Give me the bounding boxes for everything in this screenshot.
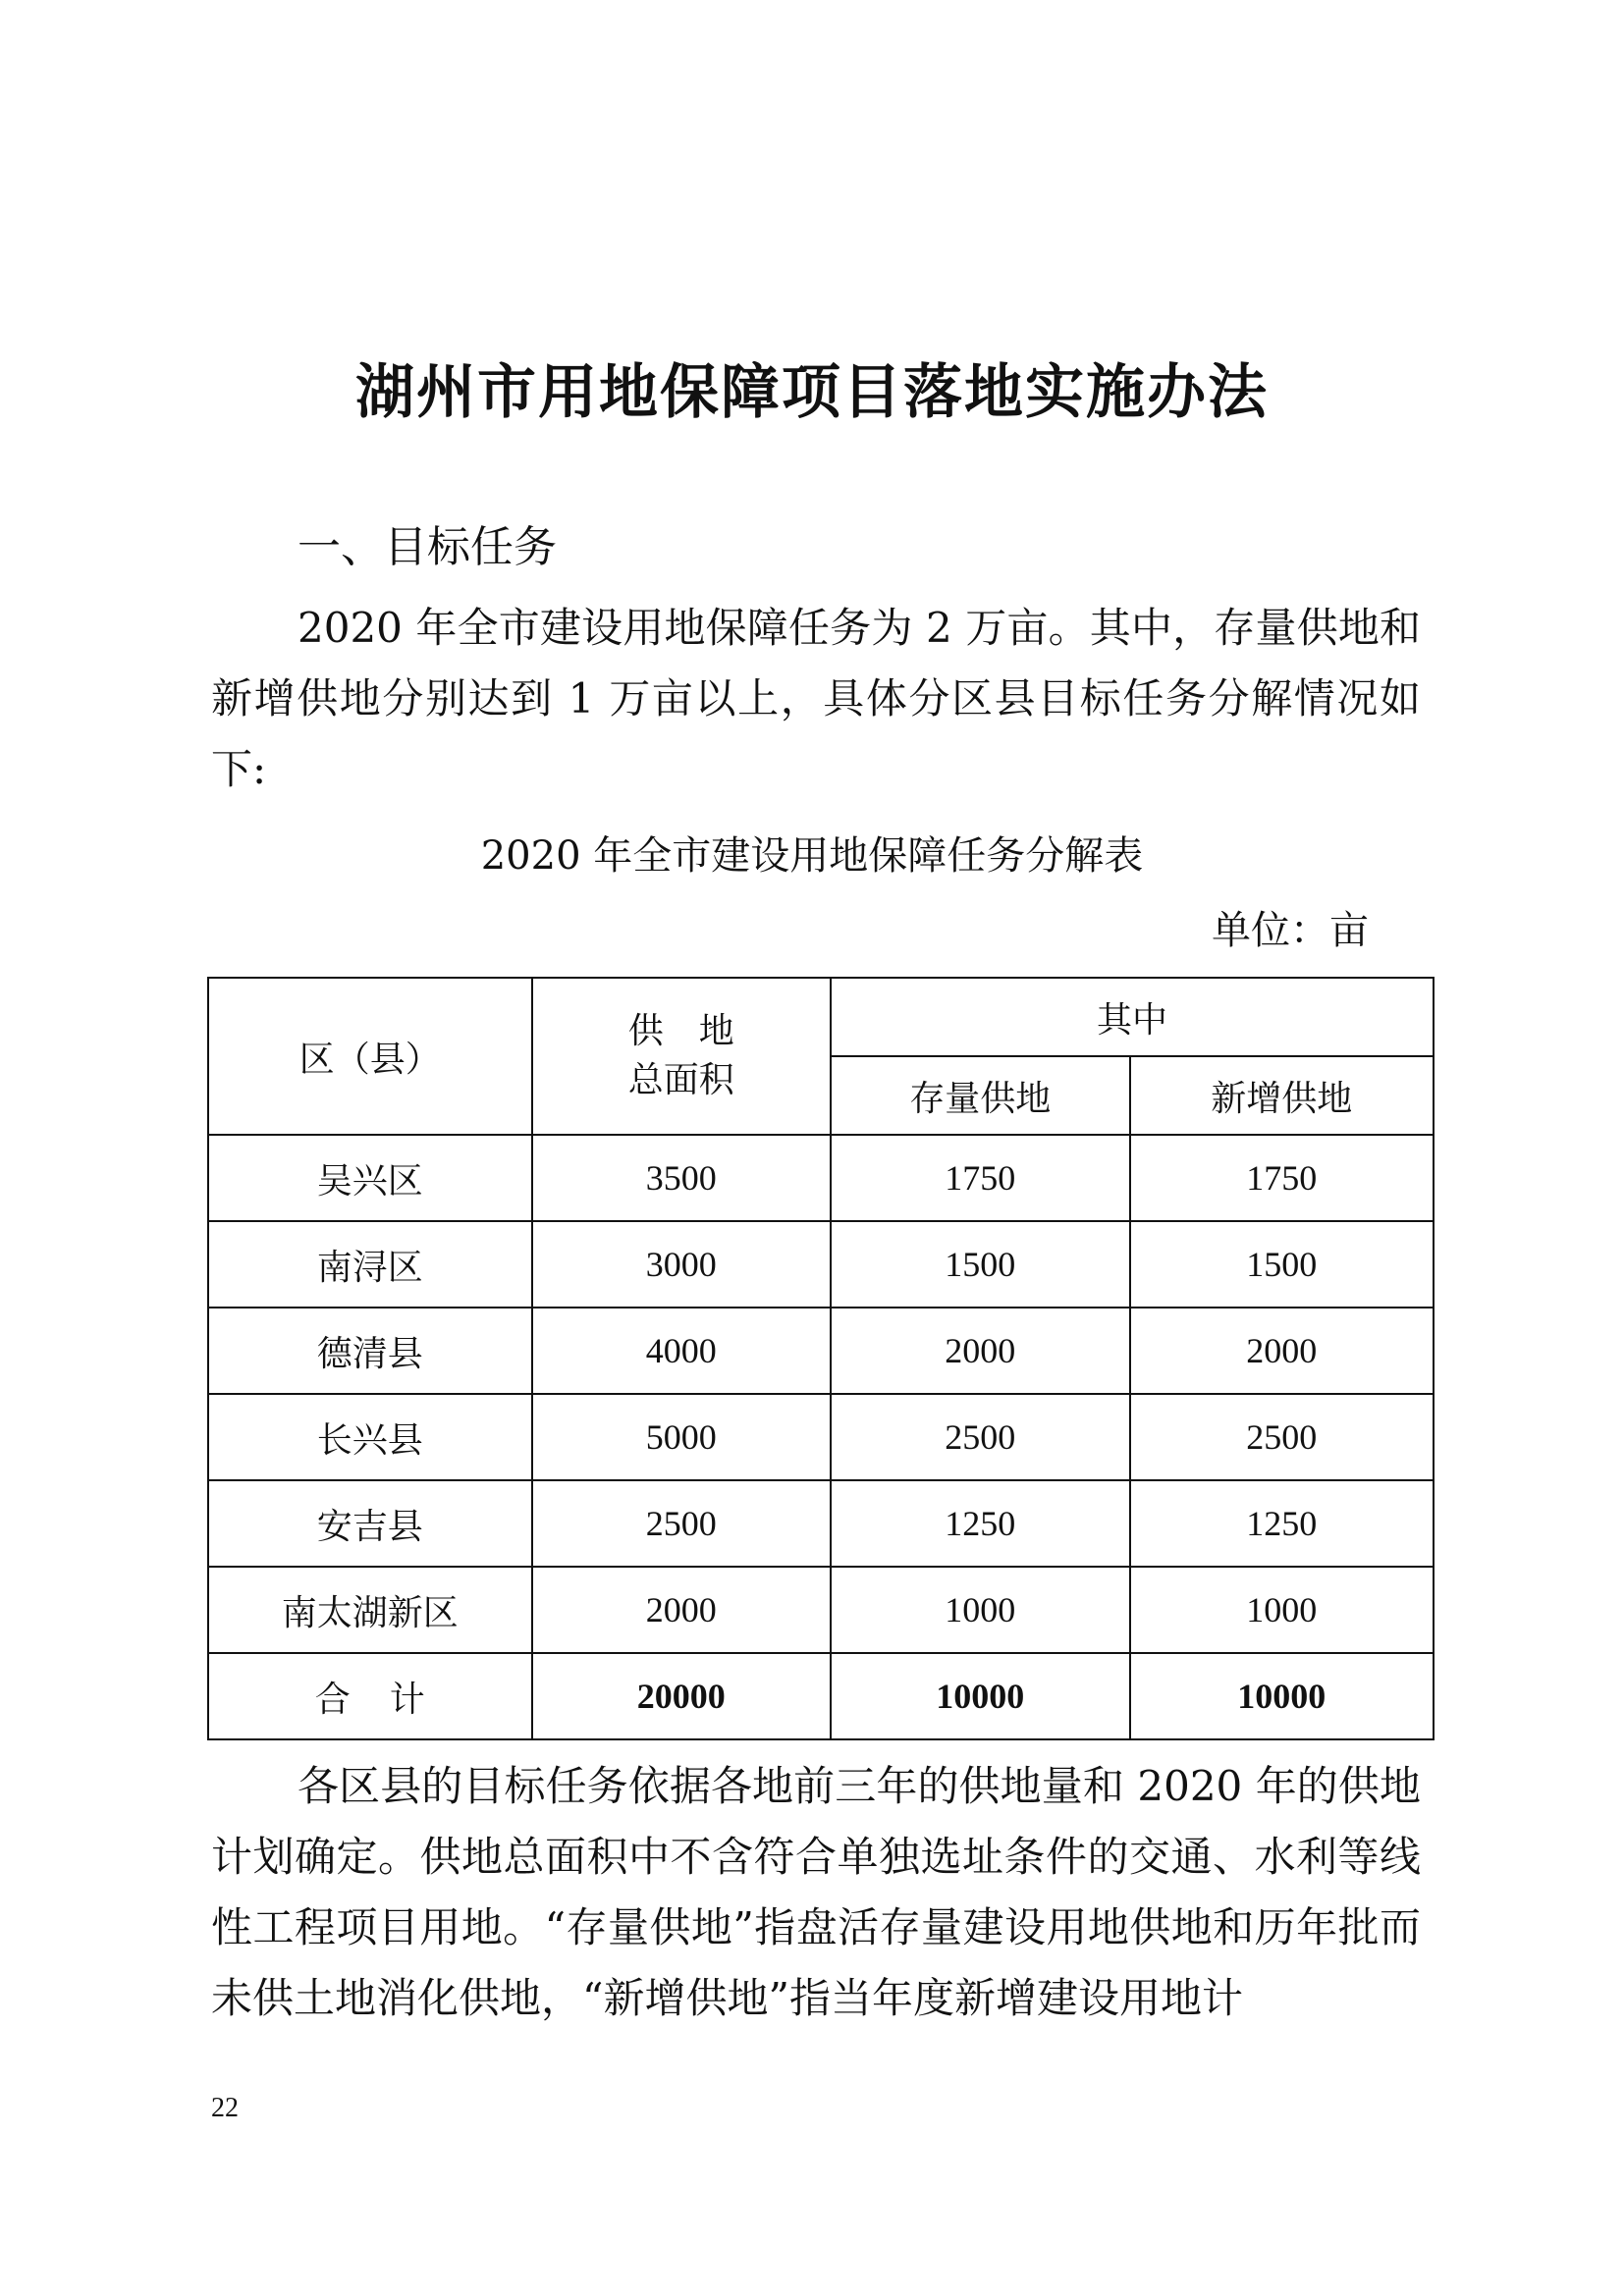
table-caption: 2020 年全市建设用地保障任务分解表	[480, 833, 1144, 879]
table-row	[208, 1394, 1434, 1480]
table-row	[208, 1221, 1434, 1308]
stock-cell: 2000	[831, 1308, 1130, 1394]
grand-total-cell: 20000	[532, 1653, 832, 1739]
region-cell: 南太湖新区	[208, 1567, 532, 1653]
stock-cell: 2500	[831, 1394, 1130, 1480]
region-cell: 南浔区	[208, 1221, 532, 1308]
stock-total-cell: 10000	[831, 1653, 1130, 1739]
header-region: 区（县）	[208, 978, 532, 1135]
total-cell: 2000	[532, 1567, 832, 1653]
total-cell: 5000	[532, 1394, 832, 1480]
stock-cell: 1250	[831, 1480, 1130, 1567]
header-stock-supply: 存量供地	[831, 1056, 1130, 1135]
table-row	[208, 1135, 1434, 1221]
table-header-row	[208, 978, 1434, 1056]
new-cell: 1750	[1130, 1135, 1435, 1221]
new-cell: 2000	[1130, 1308, 1435, 1394]
table-row	[208, 1308, 1434, 1394]
table-row	[208, 1567, 1434, 1653]
header-total-line1: 供 地	[627, 1011, 734, 1051]
paragraph-intro: 2020 年全市建设用地保障任务为 2 万亩。其中，存量供地和新增供地分别达到 1 万亩以上，具体分区县目标任务分解情况如下:	[211, 604, 1421, 793]
total-cell: 4000	[532, 1308, 832, 1394]
table-row	[208, 1480, 1434, 1567]
table-total-row	[208, 1653, 1434, 1739]
region-cell: 吴兴区	[208, 1135, 532, 1221]
new-cell: 1500	[1130, 1221, 1435, 1308]
stock-cell: 1750	[831, 1135, 1130, 1221]
region-cell: 长兴县	[208, 1394, 532, 1480]
header-of-which: 其中	[831, 978, 1434, 1056]
header-total-area	[532, 978, 832, 1135]
region-cell: 安吉县	[208, 1480, 532, 1567]
stock-cell: 1500	[831, 1221, 1130, 1308]
stock-cell: 1000	[831, 1567, 1130, 1653]
unit-label: 单位：亩	[1212, 908, 1369, 953]
header-total-line2: 总面积	[627, 1060, 734, 1100]
header-new-supply: 新增供地	[1130, 1056, 1435, 1135]
paragraph-explanation: 各区县的目标任务依据各地前三年的供地量和 2020 年的供地计划确定。供地总面积中不含符合单独选址条件的交通、水利等线性工程项目用地。“存量供地”指盘活存量建设用地供地和历年批而未供土地消化供地，“新增供地”指当年度新增建设用地计	[211, 1762, 1421, 2022]
region-cell: 德清县	[208, 1308, 532, 1394]
new-cell: 1250	[1130, 1480, 1435, 1567]
page-title: 湖州市用地保障项目落地实施办法	[355, 358, 1269, 427]
new-cell: 2500	[1130, 1394, 1435, 1480]
section-heading: 一、目标任务	[298, 522, 557, 572]
page-number: 22	[211, 2093, 239, 2123]
new-cell: 1000	[1130, 1567, 1435, 1653]
total-cell: 3000	[532, 1221, 832, 1308]
new-total-cell: 10000	[1130, 1653, 1435, 1739]
total-cell: 3500	[532, 1135, 832, 1221]
task-breakdown-table	[207, 977, 1435, 1740]
total-label: 合计	[208, 1653, 532, 1739]
total-cell: 2500	[532, 1480, 832, 1567]
